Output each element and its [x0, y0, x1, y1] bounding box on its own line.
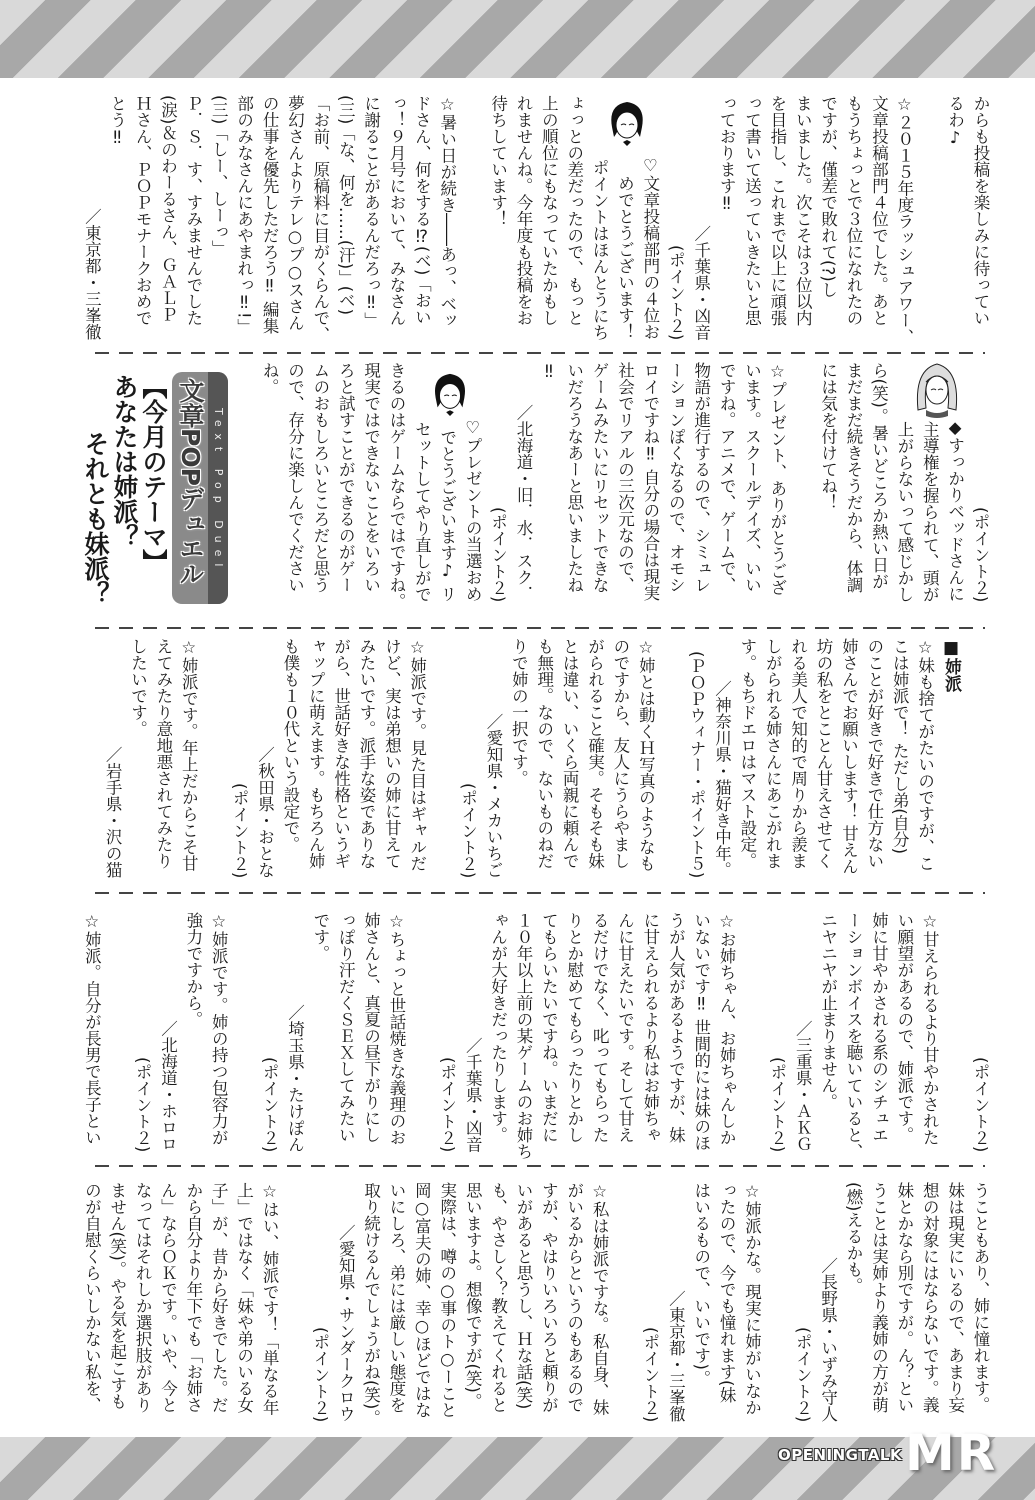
letter-text-column: りで姉の一択です。 [509, 638, 529, 787]
letter-text-column: には気を付けてね！ [818, 362, 838, 511]
letter-text-column: に謝ることがあるんだろっ‼」 [361, 95, 381, 329]
letter-text-column: なってはそれしか選択肢があり [133, 1182, 153, 1413]
letter-text-column: ドさん、何をする⁉(ベ)「おい [412, 95, 432, 325]
dashed-divider [95, 352, 985, 354]
letter-text-column: ら(笑)。暑いどころか熱い日が [869, 362, 889, 590]
letter-text-column: ☆お姉ちゃん、お姉ちゃんしか [717, 912, 737, 1146]
letter-text-column: こは姉派で！ ただし弟(自分) [890, 638, 910, 855]
letter-text-column: Ｐ．Ｓ．す、すみませんでした [183, 95, 203, 326]
letter-text-column: の仕事を優先しただろう‼ 編集 [260, 95, 280, 334]
section-title-badge [172, 372, 228, 604]
letters-band-1 [60, 95, 993, 345]
letter-text-column: ♡文章投稿部門の４位お [640, 156, 660, 340]
letter-text-column: です。 [310, 912, 330, 962]
letter-text-column: がら、世話好きな性格というギ [331, 638, 351, 869]
letter-text-column: ょっとの差だったので、もっと [564, 95, 584, 326]
letter-text-column: ったので、今でも憧れます(妹 [717, 1182, 737, 1403]
letter-text-column: ☆姉とは動くＨ写真のようなも [636, 638, 656, 872]
column-spacer [658, 638, 683, 878]
letter-signature: ／埼玉県・たけぽん [285, 1003, 305, 1152]
letter-text-column: っぽり汗だくＳＥＸしてみたい [336, 912, 356, 1143]
letter-signature: (ポイント２) [230, 782, 250, 878]
letter-text-column: も、やさしく？教えてくれると [488, 1182, 508, 1413]
letter-signature: (ポイント２) [488, 506, 508, 602]
letters-band-3 [60, 638, 963, 878]
footer-section-label: OPENINGTALK [778, 1446, 903, 1464]
letter-text-column: みたいです。派手な姿でありな [357, 638, 377, 869]
column-spacer [231, 912, 256, 1152]
letter-signature: ／北海道・旧．水．スク． [513, 404, 533, 602]
column-spacer [460, 95, 485, 340]
letter-text-column: ☆暑い日が続き――あっ、ベッ [437, 95, 457, 329]
letter-signature: (ポイント２) [767, 1056, 787, 1152]
letter-text-column: 実際は、噂の○事のト○ーこと [437, 1182, 457, 1418]
column-spacer [430, 638, 455, 878]
letters-band-4 [60, 912, 993, 1160]
letter-text-column: (燃)えるかも。 [844, 1182, 864, 1294]
letter-signature: (ポイント２) [458, 782, 478, 878]
letter-signature: ／東京都・三峯徹 [82, 208, 102, 340]
letter-text-column: がいるからというのもあるので [564, 1182, 584, 1413]
letter-signature: (ポイント２) [666, 244, 686, 340]
letter-text-column: って書いて送っていきたいと思 [742, 95, 762, 326]
letter-text-column: セットしてやり直しがで [412, 420, 432, 602]
section-heading: ■姉派 [941, 638, 961, 692]
column-spacer [739, 912, 764, 1152]
letter-text-column: めでとうございます！ [615, 175, 635, 340]
letter-text-column: 現実ではできないことをいろい [361, 362, 381, 593]
letter-text-column: のが自慰くらいしかない私を、 [82, 1182, 102, 1413]
letter-text-column: からも投稿を楽しみに待ってい [971, 95, 990, 326]
letter-text-column: 思いますよ。想像ですが(笑)。 [463, 1182, 483, 1410]
letter-text-column: ♡プレゼントの当選おめ [463, 418, 483, 602]
letter-text-column: ☆プレゼント、ありがとうござ [767, 362, 787, 596]
letter-signature: (ポイント２) [310, 1326, 330, 1422]
letter-text-column: 妹とかなら別ですが。ん？とい [894, 1182, 914, 1413]
letter-text-column: ので、存分に楽しんでください [285, 362, 305, 593]
letter-signature: ／東京都・三峯徹 [666, 1290, 686, 1422]
letter-text-column: ☆姉派。自分が長男で長子とい [82, 912, 102, 1146]
magazine-logo: MR [905, 1424, 998, 1482]
top-stripe-border [0, 0, 1035, 78]
dashed-divider [95, 1165, 985, 1167]
letter-text-column: 待ちしています！ [488, 95, 508, 227]
letter-text-column: 部のみなさんにあやまれっ‼!」 [234, 95, 254, 336]
letter-text-column: んに甘えたいです。そして甘え [615, 912, 635, 1143]
letter-text-column: 姉に甘やかされる系のシチュエ [869, 912, 889, 1143]
letter-text-column: 社会でリアルの三次元なので、 [615, 362, 635, 593]
letter-text-column: のことが好きで好きで仕方ない [864, 638, 884, 869]
column-spacer [764, 1182, 789, 1422]
letter-text-column: うことは実姉より義姉の方が萌 [869, 1182, 889, 1413]
letter-text-column: ☆姉派です。年上だからこそ甘 [179, 638, 199, 872]
letter-text-column: １０年以上前の某ゲームのお姉ち [513, 912, 533, 1160]
letter-text-column: れる美人で知的で周りから羨ま [788, 638, 808, 869]
letter-text-column: のですから、友人にうらやまし [610, 638, 630, 869]
letter-text-column: ムのおもしろいところだと思う [310, 362, 330, 593]
letter-text-column: す。もちドエロはマスト設定。 [737, 638, 757, 869]
letter-text-column: (三)「しー、しーっ」 [209, 95, 229, 257]
theme-question-2: それとも妹派？ [81, 431, 110, 606]
section-subtitle: Text Pop Duel [208, 372, 228, 604]
letter-text-column: ね。 [260, 362, 280, 395]
letter-text-column: 姉さんでお願いします！ 甘えん [839, 638, 859, 875]
letter-text-column: 子」が、昔から好きでした。だ [209, 1182, 229, 1413]
editor-avatar-icon [428, 368, 472, 420]
letter-signature: ／秋田県・おとな [255, 746, 275, 878]
letter-text-column: もうちょっとで３位になれたの [844, 95, 864, 326]
letter-text-column: ☆姉派です。姉の持つ包容力が [209, 912, 229, 1146]
column-spacer [790, 362, 815, 602]
letter-text-column: も僕も１０代という設定で。 [280, 638, 300, 853]
letter-text-column: 妹は現実にいるので、あまり妄 [945, 1182, 965, 1413]
letter-text-column: ャップに萌えます。もちろん姉 [306, 638, 326, 869]
letter-signature: (ポイント２) [793, 1326, 813, 1422]
theme-label: 【今月のテーマ】 [139, 374, 168, 574]
letter-text-column: したいです。 [128, 638, 148, 737]
dashed-divider [95, 627, 985, 629]
letter-signature: (ポイント２) [437, 1056, 457, 1152]
letter-signature: ／神奈川県・猫好き中年。 [712, 680, 732, 878]
letter-text-column: Ｈさん、ＰＯＰモナークおめで [133, 95, 153, 326]
letter-text-column: すが、やはりいろいろと頼りが [539, 1182, 559, 1413]
letter-text-column: ニヤニヤが止まりません。 [818, 912, 838, 1110]
letter-signature: (ポイント２) [640, 1326, 660, 1422]
letter-text-column: っ！９月号において、みなさん [387, 95, 407, 326]
letter-text-column: けど、実は弟想いの姉に甘えて [382, 638, 402, 869]
letter-text-column: りとか慰めてもらったりとかし [564, 912, 584, 1143]
letter-text-column: いないです‼ 世間的には妹のほ [691, 912, 711, 1151]
letter-text-column: うこともあり、姉に憧れます。 [971, 1182, 990, 1413]
letter-text-column: ☆姉派かな。現実に姉がいなか [742, 1182, 762, 1416]
letter-text-column: 夢幻さんよりテレ○プ○スさん [285, 95, 305, 331]
letter-signature: (ポイント２) [971, 506, 990, 602]
letter-text-column: 上がらないって感じかし [894, 420, 914, 602]
letters-band-2 [250, 362, 993, 610]
letter-text-column: ですが、僅差で敗れて(?)し [818, 95, 838, 299]
letter-text-column: 岡○富夫の姉、幸○ほどではな [412, 1182, 432, 1418]
letter-text-column: がられること確実。そもそも妹 [585, 638, 605, 869]
letter-signature: ／愛知県・サンダークロウ [336, 1224, 356, 1422]
column-spacer [942, 912, 967, 1152]
letter-text-column: ですね。アニメで、ゲームで、 [717, 362, 737, 593]
letter-text-column: も無理。なので、ないものねだ [534, 638, 554, 869]
letter-text-column: を目指し、これまで以上に頑張 [767, 95, 787, 326]
letter-text-column: ☆ちょっと世話焼きな義理のお [387, 912, 407, 1146]
letter-text-column: 強力ですから。 [183, 912, 203, 1028]
letter-text-column: ろと試すことができるのがゲー [336, 362, 356, 593]
letter-text-column: ☆姉派です。見た目はギャルだ [407, 638, 427, 872]
letter-text-column: いにしろ、弟には厳しい態度を [387, 1182, 407, 1413]
letter-text-column: 「お前、原稿料に目がくらんで、 [310, 95, 330, 343]
letter-text-column: 文章投稿部門４位でした。あと [869, 95, 889, 326]
letter-text-column: れませんね。今年度も投稿をお [513, 95, 533, 326]
letter-text-column: ゃんが大好きだったりします。 [488, 912, 508, 1143]
column-spacer [917, 95, 942, 340]
letter-text-column: に甘えられるより私はお姉ちゃ [640, 912, 660, 1143]
letter-text-column: ん」ならＯＫです。いや、今と [158, 1182, 178, 1413]
letter-signature: ／千葉県・凶音 [463, 1036, 483, 1152]
letter-text-column: ☆２０１５年度ラッシュアワー、 [894, 95, 914, 345]
letter-signature: (ＰＯＰウィナー・ポイント５) [687, 650, 707, 878]
letter-text-column: まだまだ続きそうだから、体調 [844, 362, 864, 593]
letter-text-column: てもらいたいですね。いまだに [539, 912, 559, 1143]
column-spacer [409, 912, 434, 1152]
letter-text-column: るわ♪ [945, 95, 965, 147]
letter-signature: (ポイント２) [260, 1056, 280, 1152]
letter-text-column: はいるもので、いいです)。 [691, 1182, 711, 1387]
letter-text-column: ーションボイスを聴いていると、 [844, 912, 864, 1160]
column-spacer [612, 1182, 637, 1422]
letter-text-column: 想の対象にはならないです。義 [920, 1182, 940, 1413]
letter-text-column: えてみたり意地悪されてみたり [153, 638, 173, 869]
letter-text-column: 物語が進行するので、シミュレ [691, 362, 711, 593]
letter-signature: ／北海道・ホロロ [158, 1020, 178, 1152]
dashed-divider [95, 892, 985, 894]
letter-signature: ／長野県・いずみ守人 [818, 1257, 838, 1422]
letter-text-column: しがられる姉さんにあこがれま [763, 638, 783, 869]
letter-signature: ／千葉県・凶音 [691, 224, 711, 340]
letter-text-column: (三)「な、何を……(汗)」(ベ) [336, 95, 356, 316]
letter-text-column: ロイですね‼ 自分の場合は現実 [640, 362, 660, 601]
column-spacer [104, 912, 129, 1152]
letter-signature: ／愛知県・メカいちご [483, 713, 503, 878]
section-title: 文章POPデュエル [176, 378, 205, 586]
letter-text-column: ☆私は姉派ですな。私自身、妹 [590, 1182, 610, 1416]
letter-text-column: ‼ [539, 362, 559, 381]
letter-text-column: 主導権を握られて、頭が [920, 420, 940, 602]
letter-text-column: うが人気があるようですが、妹 [666, 912, 686, 1143]
theme-question-1: あなたは姉派？ [110, 374, 139, 549]
letter-text-column: 姉さんと、真夏の昼下がりにし [361, 912, 381, 1143]
letter-text-column: とう‼ [107, 95, 127, 147]
letter-text-column: います。スクールデイズ、いい [742, 362, 762, 593]
letter-text-column: ☆はい、姉派です！「単なる年 [260, 1182, 280, 1416]
letter-text-column: ◆すっかりベッドさんに [945, 418, 965, 602]
letter-signature: ／三重県・ＡＫＧ [793, 1020, 813, 1152]
letter-text-column: いだろうなあーと思いましたね [564, 362, 584, 593]
letters-band-5 [60, 1182, 993, 1426]
letter-signature: (ポイント２) [133, 1056, 153, 1152]
letter-text-column: い願望があるので、姉派です。 [894, 912, 914, 1143]
letter-text-column: ゲームみたいにリセットできな [590, 362, 610, 593]
letter-text-column: ☆甘えられるより甘やかされた [920, 912, 940, 1146]
editor-avatar-icon [604, 97, 650, 149]
letter-text-column: いがあると思うし、Ｈな話(笑) [513, 1182, 533, 1410]
letter-text-column: ポイントはほんとうにち [590, 158, 610, 340]
letter-text-column: きるのはゲームならではですね。 [387, 362, 407, 610]
letter-text-column: 上」ではなく「妹や弟のいる女 [234, 1182, 254, 1413]
letter-text-column: ☆妹も捨てがたいのですが、こ [915, 638, 935, 872]
letter-text-column: とは違い、いくら両親に頼んで [560, 638, 580, 869]
letter-signature: (ポイント２) [971, 1056, 990, 1152]
letter-text-column: でとうございます♪ リ [437, 429, 457, 602]
letter-text-column: 上の順位にもなっていたかもし [539, 95, 559, 326]
editor-avatar-icon [912, 360, 962, 420]
letter-signature: ／岩手県・沢の猫 [103, 746, 123, 878]
letter-text-column: ません(笑)。やる気を起こすも [107, 1182, 127, 1410]
letter-text-column: まいました。次こそは３位以内 [793, 95, 813, 326]
column-spacer [282, 1182, 307, 1422]
letter-text-column: るだけでなく、叱ってもらった [590, 912, 610, 1143]
column-spacer [201, 638, 226, 878]
letter-text-column: (涙)＆のわーるさん、ＧＡＬＰ [158, 95, 178, 323]
letter-text-column: 坊の私をとことん甘えさせてく [814, 638, 834, 869]
letter-text-column: 取り続けるんでしょうがね(笑)。 [361, 1182, 381, 1426]
letter-text-column: っております‼ [717, 95, 737, 213]
letter-text-column: から自分より年下でも「お姉さ [183, 1182, 203, 1413]
letter-text-column: ーションぽくなるので、オモシ [666, 362, 686, 593]
